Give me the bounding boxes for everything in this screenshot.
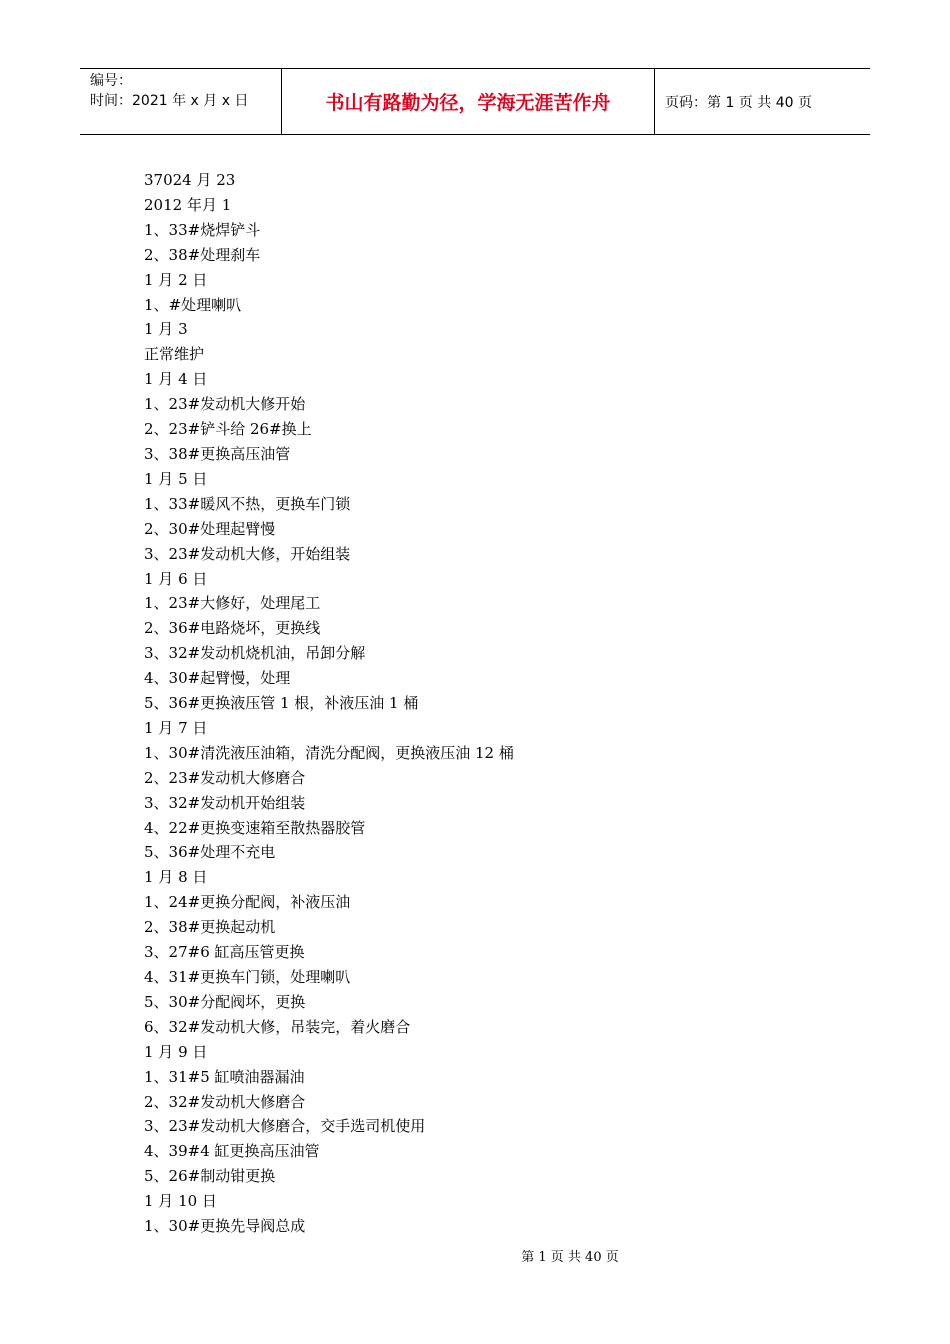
text-line: 1 月 10 日 — [144, 1192, 217, 1211]
header-page-info: 页码：第 1 页 共 40 页 — [665, 94, 812, 111]
text-line: 2、38#更换起动机 — [144, 918, 276, 937]
text-line: 3、32#发动机烧机油，吊卸分解 — [144, 644, 366, 663]
text-line: 1、33#暖风不热，更换车门锁 — [144, 494, 351, 513]
header-meta — [80, 69, 282, 134]
text-line: 2、23#发动机大修磨合 — [144, 768, 306, 787]
text-line: 4、22#更换变速箱至散热器胶管 — [144, 818, 366, 837]
text-line: 2、23#铲斗给 26#换上 — [144, 420, 312, 439]
time-label: 时间：2021 年 x 月 x 日 — [90, 93, 249, 109]
text-line: 3、23#发动机大修，开始组装 — [144, 544, 351, 563]
text-line: 3、32#发动机开始组装 — [144, 793, 306, 812]
text-line: 2、32#发动机大修磨合 — [144, 1092, 306, 1111]
text-line: 4、31#更换车门锁，处理喇叭 — [144, 968, 351, 986]
text-line: 4、39#4 缸更换高压油管 — [144, 1142, 320, 1161]
text-line: 3、38#更换高压油管 — [144, 444, 291, 463]
text-line: 1 月 5 日 — [144, 469, 208, 488]
header-motto: 书山有路勤为径，学海无涯苦作舟 — [282, 69, 655, 134]
text-line: 1、#处理喇叭 — [144, 295, 242, 314]
text-line: 1 月 9 日 — [144, 1042, 208, 1061]
text-line: 5、36#更换液压管 1 根，补液压油 1 桶 — [144, 694, 419, 713]
text-line: 6、32#发动机大修，吊装完，着火磨合 — [144, 1017, 411, 1036]
text-line: 2、30#处理起臂慢 — [144, 519, 276, 538]
text-line: 1 月 3 — [144, 320, 188, 339]
text-line: 1 月 8 日 — [144, 868, 208, 887]
page-footer: 第 1 页 共 40 页 — [521, 1250, 619, 1265]
text-line: 2、36#电路烧坏，更换线 — [144, 619, 321, 638]
text-line: 3、23#发动机大修磨合，交手选司机使用 — [144, 1117, 426, 1136]
text-line: 5、26#制动钳更换 — [144, 1167, 276, 1186]
text-line: 1、24#更换分配阀，补液压油 — [144, 893, 351, 912]
text-line: 1、33#烧焊铲斗 — [144, 220, 261, 239]
text-line: 5、36#处理不充电 — [144, 843, 276, 862]
text-line: 37024 月 23 — [144, 171, 236, 189]
text-line: 1 月 2 日 — [144, 270, 208, 289]
text-line: 1 月 4 日 — [144, 370, 208, 389]
text-line: 1、23#发动机大修开始 — [144, 395, 306, 414]
text-line: 2、38#处理刹车 — [144, 245, 261, 264]
text-line: 2012 年月 1 — [144, 195, 232, 214]
page-header — [80, 68, 870, 135]
text-line: 1、31#5 缸喷油器漏油 — [144, 1067, 305, 1086]
text-line: 3、27#6 缸高压管更换 — [144, 943, 305, 962]
text-line: 1 月 7 日 — [144, 718, 208, 737]
number-label: 编号： — [90, 73, 132, 89]
text-line: 正常维护 — [144, 345, 205, 364]
text-line: 5、30#分配阀坏，更换 — [144, 992, 306, 1011]
text-line: 4、30#起臂慢，处理 — [144, 669, 291, 688]
text-line: 1、23#大修好，处理尾工 — [144, 594, 321, 613]
text-line: 1、30#更换先导阀总成 — [144, 1217, 306, 1236]
document-body — [144, 168, 514, 1239]
text-line: 1、30#清洗液压油箱，清洗分配阀，更换液压油 12 桶 — [144, 743, 514, 762]
text-line: 1 月 6 日 — [144, 569, 208, 588]
